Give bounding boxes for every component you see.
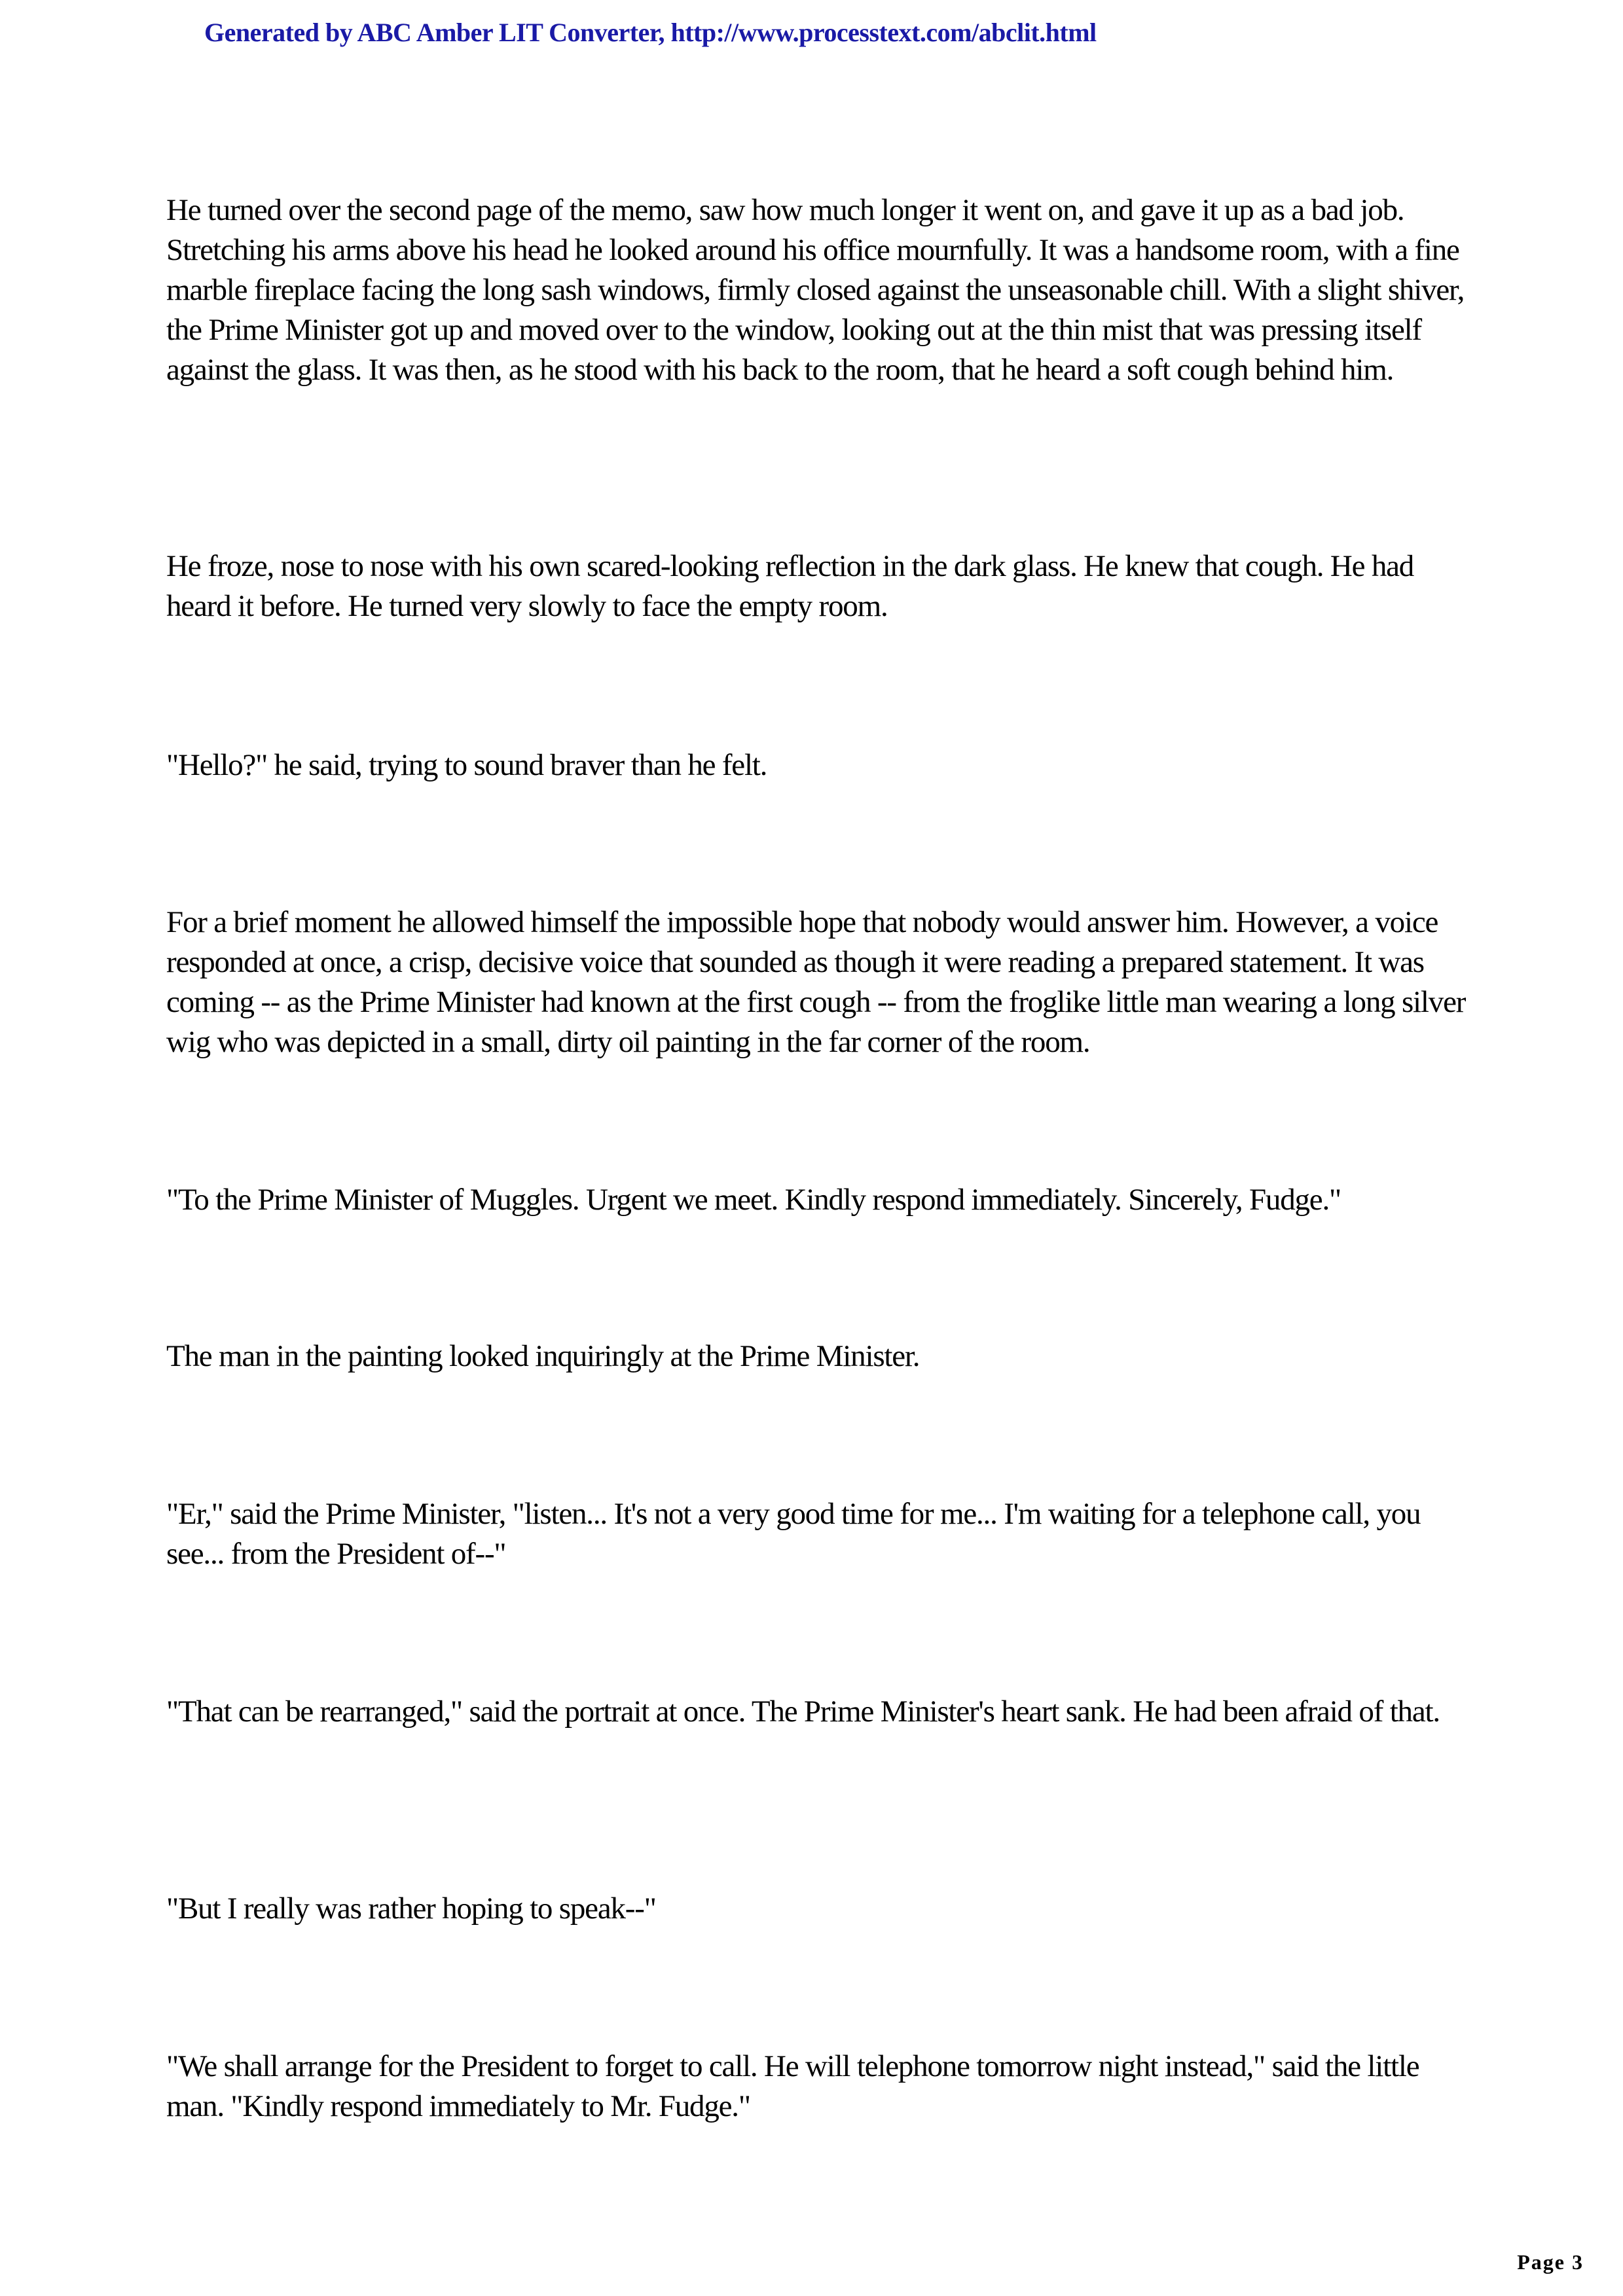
paragraph-9: "But I really was rather hoping to speak--" (166, 1892, 656, 1926)
paragraph-3: "Hello?" he said, trying to sound braver than he felt. (166, 748, 767, 782)
paragraph-10: "We shall arrange for the President to forget to call. He will telephone tomorrow night instead," said the little man. "Kindly respond immediately to Mr. Fudge." (166, 2049, 1419, 2123)
paragraph-6: The man in the painting looked inquiringly at the Prime Minister. (166, 1339, 920, 1373)
paragraph-5: "To the Prime Minister of Muggles. Urgent we meet. Kindly respond immediately. Sincerely, Fudge." (166, 1183, 1341, 1217)
page-number: Page 3 (1517, 2250, 1584, 2274)
paragraph-1: He turned over the second page of the memo, saw how much longer it went on, and gave it up as a bad job. Stretching his arms above his head he looked around his office mournfully. It was a handsome room, with a fine marble fireplace facing the long sash windows, firmly closed against the unseasonable chill. With a slight shiver, the Prime Minister got up and moved over to the window, looking out at the thin mist that was pressing itself against the glass. It was then, as he stood with his back to the room, that he heard a soft cough behind him. (166, 193, 1465, 387)
paragraph-4: For a brief moment he allowed himself the impossible hope that nobody would answer him. However, a voice responded at once, a crisp, decisive voice that sounded as though it were reading a prepared statement. It was coming -- as the Prime Minister had known at the first cough -- from the froglike little man wearing a long silver wig who was depicted in a small, dirty oil painting in the far corner of the room. (166, 905, 1466, 1059)
paragraph-2: He froze, nose to nose with his own scared-looking reflection in the dark glass. He knew that cough. He had heard it before. He turned very slowly to face the empty room. (166, 549, 1414, 623)
generator-header: Generated by ABC Amber LIT Converter, http://www.processtext.com/abclit.html (204, 18, 1097, 47)
paragraph-7: "Er," said the Prime Minister, "listen... It's not a very good time for me... I'm waiting for a telephone call, you see... from the President of--" (166, 1497, 1421, 1571)
paragraph-8: "That can be rearranged," said the portrait at once. The Prime Minister's heart sank. He had been afraid of that. (166, 1695, 1440, 1729)
